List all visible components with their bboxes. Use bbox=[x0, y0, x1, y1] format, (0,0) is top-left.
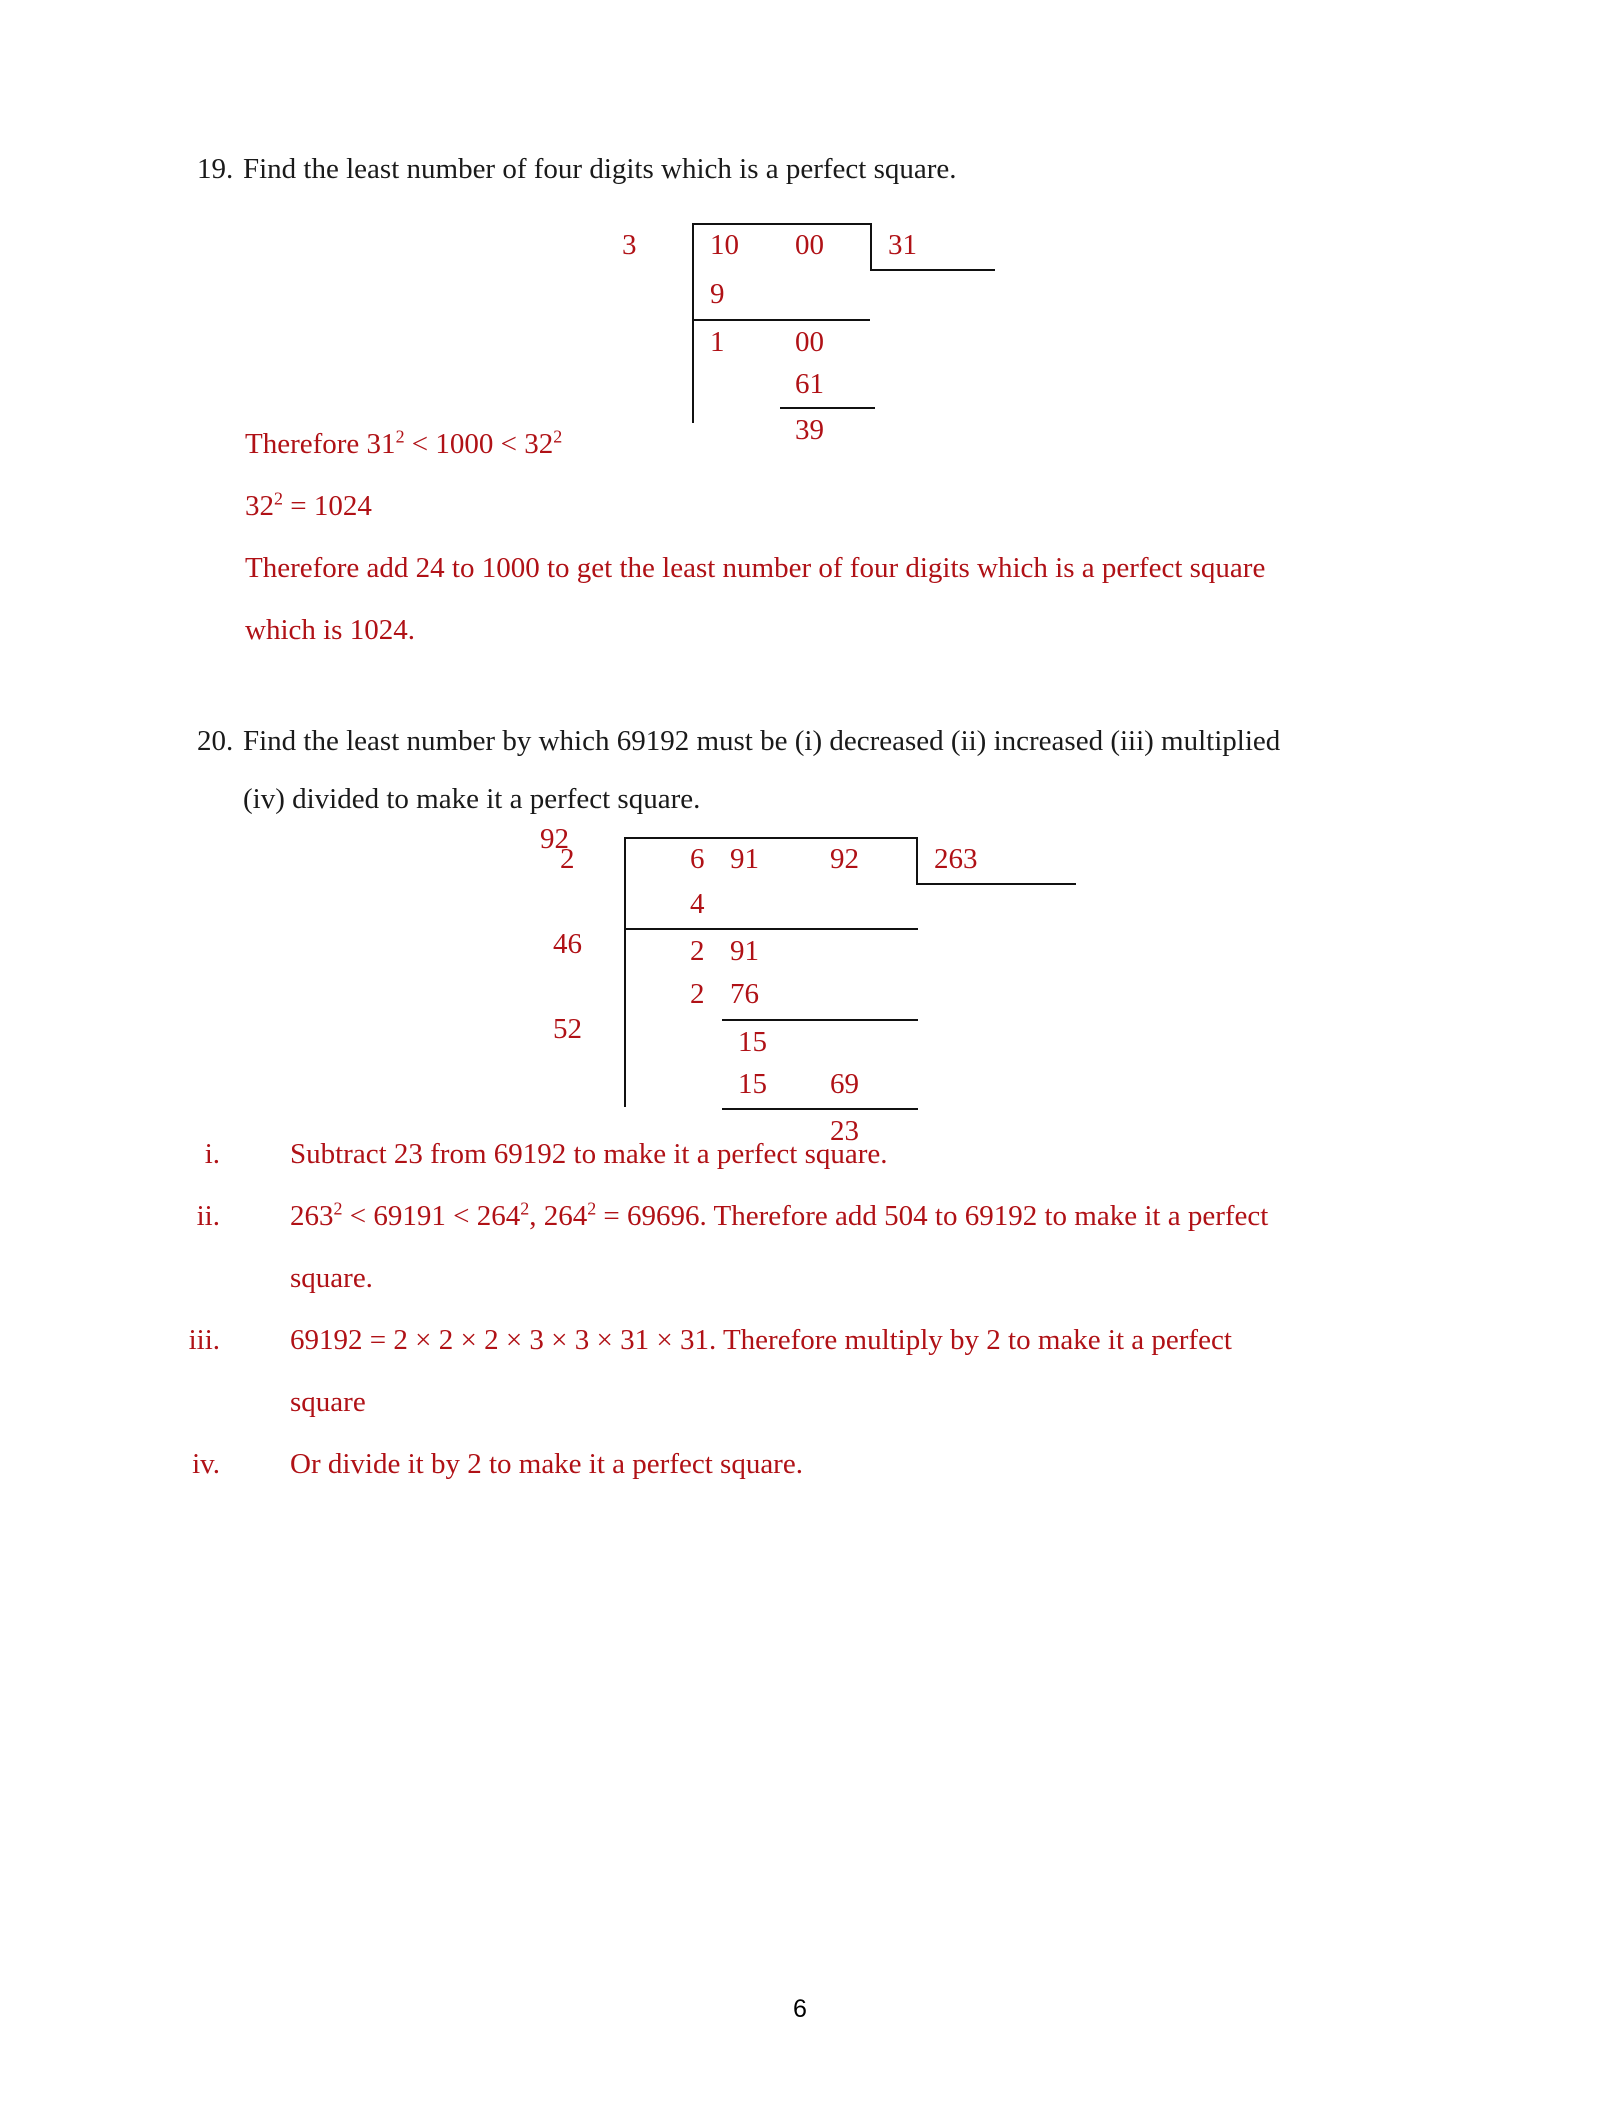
exponent: 2 bbox=[333, 1198, 343, 1219]
q19-answer-line-3: Therefore add 24 to 1000 to get the least number of four digits which is a perfect square bbox=[245, 552, 1266, 584]
long-division-19 bbox=[600, 215, 1020, 446]
roman-item-iv-line-1: Or divide it by 2 to make it a perfect square. bbox=[290, 1448, 803, 1480]
subtrahend-second: 61 bbox=[795, 368, 824, 400]
quotient: 263 bbox=[934, 843, 978, 875]
subtrahend-step-1: 4 bbox=[690, 888, 705, 920]
subtraction-rule-2 bbox=[780, 407, 875, 409]
subtrahend-step-2-a: 2 bbox=[690, 978, 705, 1010]
q19-answer-line-4: which is 1024. bbox=[245, 614, 415, 646]
bringdown-left: 1 bbox=[710, 326, 725, 358]
partial-remainder-1-a: 2 bbox=[690, 935, 705, 967]
dividend-pair-3: 92 bbox=[830, 843, 859, 875]
remainder: 39 bbox=[795, 414, 824, 446]
dividend-second-pair: 00 bbox=[795, 229, 824, 261]
quotient: 31 bbox=[888, 229, 917, 261]
answer-text: 32 bbox=[245, 490, 274, 522]
roman-item-iii-line-2: square bbox=[290, 1386, 366, 1418]
long-division-20 bbox=[540, 823, 1100, 1147]
subtrahend-step-2-b: 76 bbox=[730, 978, 759, 1010]
division-bar-vertical bbox=[692, 223, 694, 423]
quotient-underline bbox=[870, 269, 995, 271]
answer-text: < 69191 < 264 bbox=[342, 1200, 521, 1232]
roman-marker-iii: iii. bbox=[188, 1324, 220, 1356]
q19-answer-line-2 bbox=[245, 477, 372, 535]
subtraction-rule-3 bbox=[722, 1108, 918, 1110]
question-20-prompt-line-1: Find the least number by which 69192 must be (i) decreased (ii) increased (iii) multiplied bbox=[243, 725, 1281, 757]
divisor-step-1: 2 bbox=[560, 843, 575, 875]
answer-text: < 1000 < 32 bbox=[404, 428, 554, 460]
dividend-first-pair: 10 bbox=[710, 229, 739, 261]
subtrahend-step-3-a: 15 bbox=[738, 1068, 767, 1100]
partial-remainder-2-b: 92 bbox=[540, 823, 569, 855]
answer-text: , 264 bbox=[529, 1200, 588, 1232]
quotient-bar-vertical bbox=[870, 223, 872, 271]
dividend-pair-1: 6 bbox=[690, 843, 705, 875]
exponent: 2 bbox=[553, 426, 563, 447]
subtrahend-first: 9 bbox=[710, 278, 725, 310]
question-19-prompt: Find the least number of four digits which is a perfect square. bbox=[243, 153, 957, 185]
partial-remainder-1-b: 91 bbox=[730, 935, 759, 967]
answer-text: Therefore 31 bbox=[245, 428, 396, 460]
divisor: 3 bbox=[622, 229, 637, 261]
quotient-bar-vertical bbox=[916, 837, 918, 885]
subtraction-rule-1 bbox=[624, 928, 918, 930]
roman-marker-i: i. bbox=[204, 1138, 220, 1170]
page-number: 6 bbox=[793, 1995, 807, 2023]
roman-item-iii-line-1: 69192 = 2 × 2 × 2 × 3 × 3 × 31 × 31. Therefore multiply by 2 to make it a perfect bbox=[290, 1324, 1232, 1356]
q19-answer-line-1 bbox=[245, 415, 562, 473]
division-bar-top bbox=[624, 837, 918, 839]
final-remainder: 23 bbox=[830, 1115, 859, 1147]
answer-text: = 1024 bbox=[282, 490, 372, 522]
roman-item-ii-line-2: square. bbox=[290, 1262, 373, 1294]
question-20-number: 20. bbox=[197, 725, 234, 757]
subtrahend-step-3-b: 69 bbox=[830, 1068, 859, 1100]
answer-text: 263 bbox=[290, 1200, 334, 1232]
division-bar-vertical bbox=[624, 837, 626, 1107]
roman-marker-iv: iv. bbox=[192, 1448, 220, 1480]
answer-text: = 69696. Therefore add 504 to 69192 to make it a perfect bbox=[596, 1200, 1269, 1232]
question-19-number: 19. bbox=[197, 153, 234, 185]
roman-item-ii-line-1 bbox=[290, 1187, 1268, 1245]
dividend-pair-2: 91 bbox=[730, 843, 759, 875]
divisor-step-3: 52 bbox=[553, 1013, 582, 1045]
exponent: 2 bbox=[395, 426, 405, 447]
bringdown-right: 00 bbox=[795, 326, 824, 358]
partial-remainder-2-a: 15 bbox=[738, 1026, 767, 1058]
divisor-step-2: 46 bbox=[553, 928, 582, 960]
exponent: 2 bbox=[520, 1198, 530, 1219]
subtraction-rule-2 bbox=[722, 1019, 918, 1021]
subtraction-rule-1 bbox=[692, 319, 870, 321]
exponent: 2 bbox=[274, 488, 283, 509]
question-20-prompt-line-2: (iv) divided to make it a perfect square. bbox=[243, 783, 701, 815]
division-bar-top bbox=[692, 223, 872, 225]
roman-item-i-line-1: Subtract 23 from 69192 to make it a perfect square. bbox=[290, 1138, 888, 1170]
roman-marker-ii: ii. bbox=[196, 1200, 220, 1232]
quotient-underline bbox=[916, 883, 1076, 885]
exponent: 2 bbox=[587, 1198, 597, 1219]
